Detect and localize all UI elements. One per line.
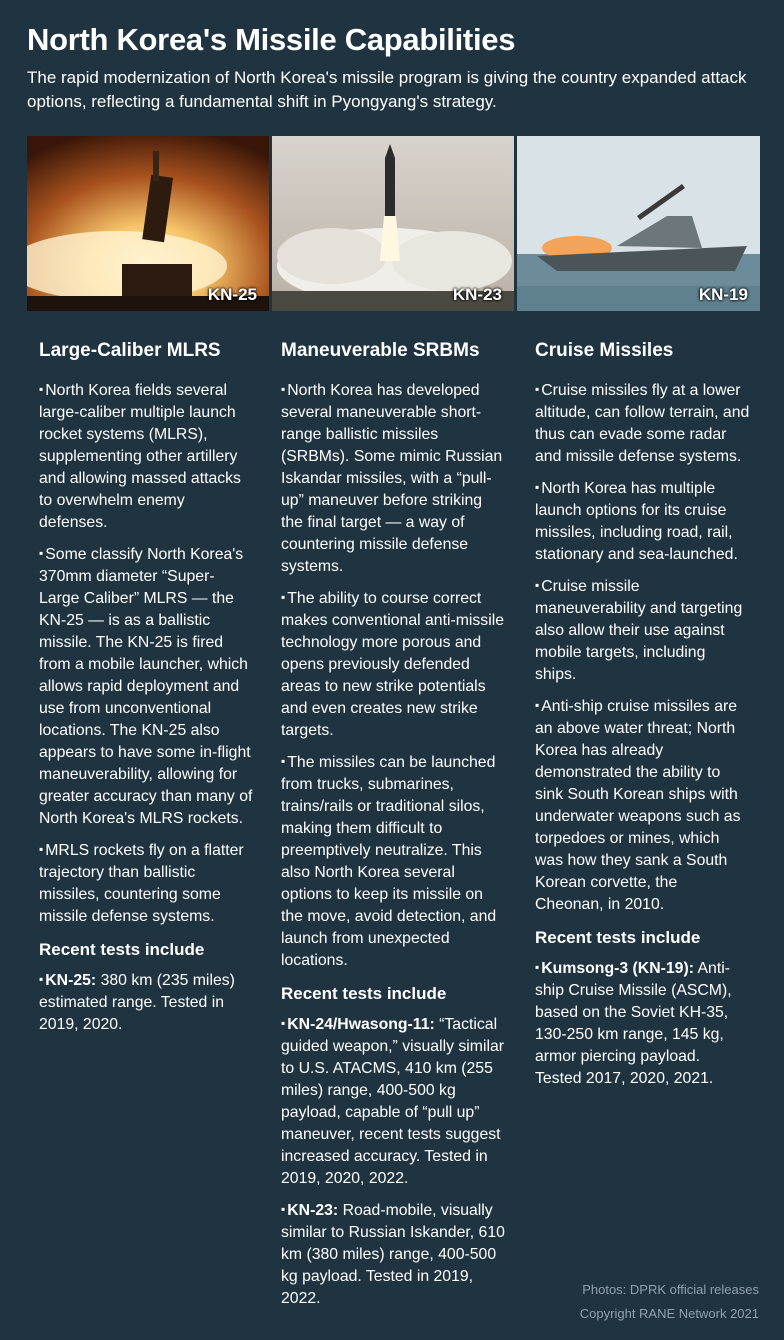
bullet-text: ▪ North Korea has multiple launch options for its cruise missiles, including road, rail, stationary and sea-launched. (535, 480, 738, 563)
photo-label: KN-23 (452, 285, 502, 304)
bullet-text: ▪ Cruise missile maneuverability and targeting also allow their use against mobile targets, including ships. (535, 578, 743, 683)
copyright: Copyright RANE Network 2021 (579, 1306, 759, 1321)
page-title: North Korea's Missile Capabilities (27, 22, 516, 57)
test-entry: ▪ KN-25: 380 km (235 miles) estimated range. Tested in 2019, 2020. (39, 972, 235, 1033)
photo-kn-25 (27, 136, 269, 311)
photo-kn-19 (517, 136, 760, 311)
photo-credit: Photos: DPRK official releases (582, 1282, 759, 1297)
bullet-text: ▪ Anti-ship cruise missiles are an above water threat; North Korea has already demonstrated the ability to sink South Korean ships with underwater weapons such as torpedoes or mines, which was how they sank a South Korean corvette, the Cheonan, in 2010. (535, 698, 741, 913)
bullet-text: ▪ North Korea has developed several maneuverable short-range ballistic missiles (SRBMs). Some mimic Russian Iskandar missiles, with a “pull-up” maneuver before striking the final target — a way of countering missile defense systems. (281, 382, 503, 575)
test-entry: ▪ Kumsong-3 (KN-19): Anti-ship Cruise Missile (ASCM), based on the Soviet KH-35, 130-250 km range, 145 kg, armor piercing payload. Tested 2017, 2020, 2021. (535, 960, 732, 1087)
recent-tests-heading: Recent tests include (535, 928, 701, 947)
page-subtitle: The rapid modernization of North Korea's missile program is giving the country expanded attack options, reflecting a fundamental shift in Pyongyang's strategy. (27, 68, 747, 111)
test-entry: ▪ KN-23: Road-mobile, visually similar to Russian Iskander, 610 km (380 miles) range, 400-500 kg payload. Tested in 2019, 2022. (281, 1202, 505, 1307)
column-cruise (535, 338, 750, 1098)
photo-kn-23 (272, 136, 514, 311)
bullet-text: ▪ The missiles can be launched from trucks, submarines, trains/rails or traditional silos, making them difficult to preemptively neutralize. This also North Korea several options to keep its missile on the move, avoid detection, and launch from unexpected locations. (281, 754, 497, 969)
recent-tests-heading: Recent tests include (281, 984, 447, 1003)
column-heading: Maneuverable SRBMs (281, 340, 480, 361)
column-heading: Cruise Missiles (535, 340, 674, 361)
column-srbms (281, 338, 507, 1318)
column-mlrs (39, 338, 253, 1044)
bullet-text: ▪ North Korea fields several large-caliber multiple launch rocket systems (MLRS), supplementing other artillery and allowing massed attacks to overwhelm enemy defenses. (39, 382, 241, 531)
photo-label: KN-19 (698, 285, 748, 304)
recent-tests-heading: Recent tests include (39, 940, 205, 959)
photo-label: KN-25 (207, 285, 257, 304)
bullet-text: ▪ Cruise missiles fly at a lower altitude, can follow terrain, and thus can evade some radar and missile defense systems. (535, 382, 750, 465)
bullet-text: ▪ Some classify North Korea's 370mm diameter “Super-Large Caliber” MLRS — the KN-25 — is as a ballistic missile. The KN-25 is fired from a mobile launcher, which allows rapid deployment and use from unconventional locations. The KN-25 also appears to have some in-flight maneuverability, allowing for greater accuracy than many of North Korea's MLRS rockets. (39, 546, 253, 827)
test-entry: ▪ KN-24/Hwasong-11: “Tactical guided weapon,” visually similar to U.S. ATACMS, 410 km (255 miles) range, 400-500 kg payload, capable of “pull up” maneuver, recent tests suggest increased accuracy. Tested in 2019, 2020, 2022. (281, 1016, 505, 1187)
column-heading: Large-Caliber MLRS (39, 340, 221, 361)
bullet-text: ▪ MRLS rockets fly on a flatter trajectory than ballistic missiles, countering some missile defense systems. (39, 842, 244, 925)
bullet-text: ▪ The ability to course correct makes conventional anti-missile technology more porous and opens previously defended areas to new strike potentials and even creates new strike targets. (281, 590, 505, 739)
